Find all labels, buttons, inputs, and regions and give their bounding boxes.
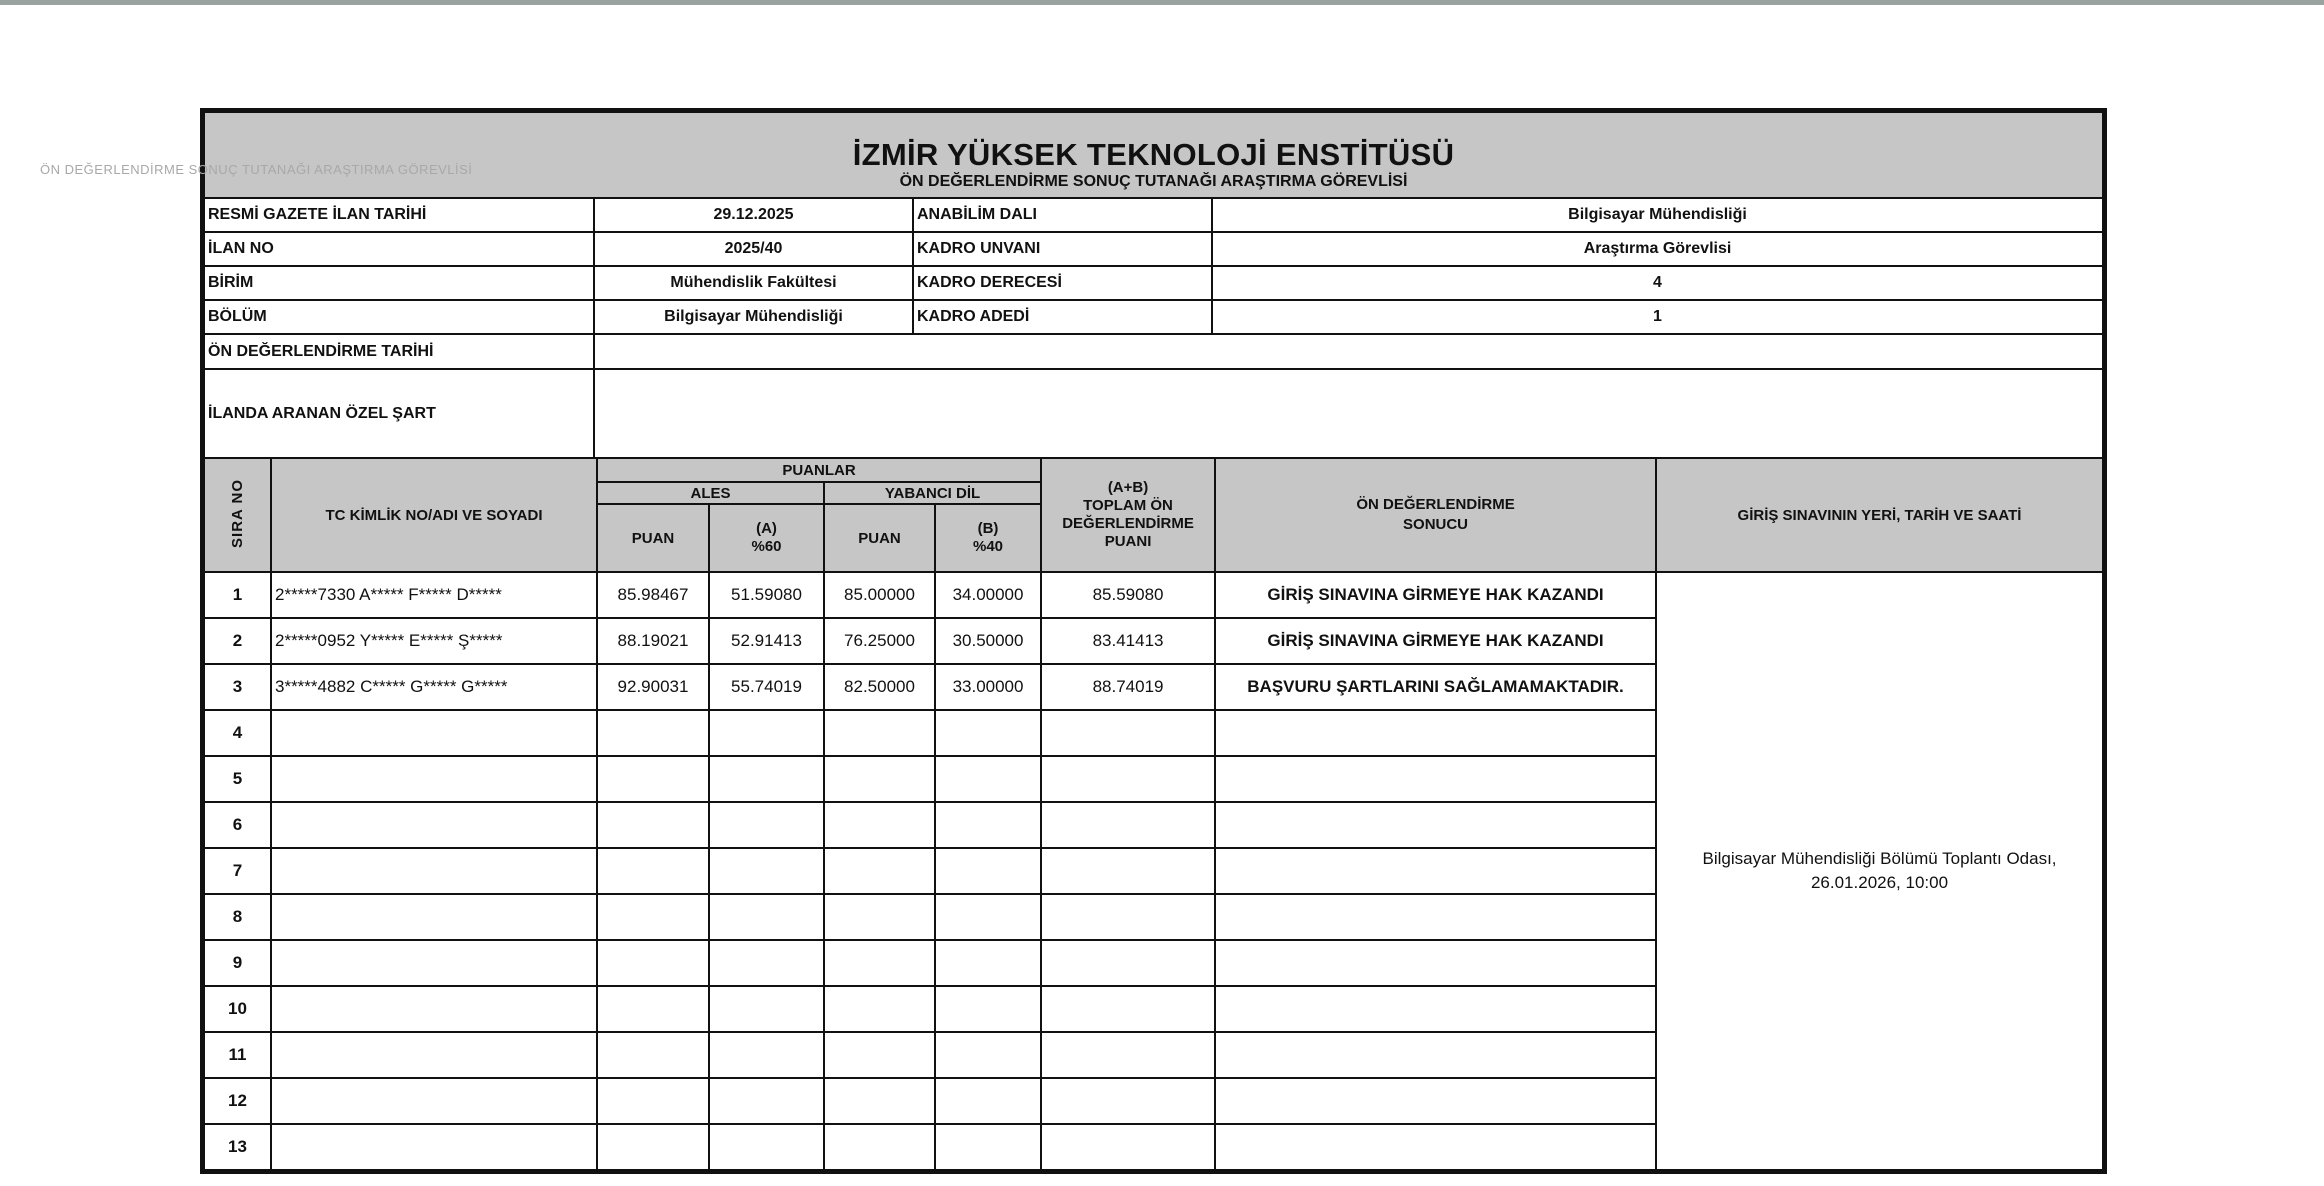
info-value-2: Bilgisayar Mühendisliği	[1212, 198, 2103, 232]
cell-a	[709, 710, 824, 756]
info-label-2: ANABİLİM DALI	[913, 198, 1212, 232]
cell-ales-puan	[597, 894, 709, 940]
info-row	[204, 300, 2103, 334]
col-sira-no: SIRA NO	[204, 458, 271, 572]
info-label: BÖLÜM	[204, 300, 594, 334]
cell-yd-puan	[824, 710, 935, 756]
cell-ales-puan	[597, 710, 709, 756]
cell-b	[935, 986, 1041, 1032]
cell-yd-puan	[824, 1032, 935, 1078]
cell-result	[1215, 1032, 1656, 1078]
cell-total: 88.74019	[1041, 664, 1215, 710]
cell-sira: 13	[204, 1124, 271, 1170]
cell-sira: 8	[204, 894, 271, 940]
cell-total	[1041, 1032, 1215, 1078]
cell-result	[1215, 1124, 1656, 1170]
cell-b	[935, 1124, 1041, 1170]
col-puanlar: PUANLAR	[597, 458, 1041, 482]
cell-a	[709, 894, 824, 940]
cell-name	[271, 848, 597, 894]
cell-b	[935, 710, 1041, 756]
cell-total	[1041, 940, 1215, 986]
info-value: Mühendislik Fakültesi	[594, 266, 913, 300]
cell-sira: 5	[204, 756, 271, 802]
cell-sira: 11	[204, 1032, 271, 1078]
cell-b: 33.00000	[935, 664, 1041, 710]
info-value-2: 4	[1212, 266, 2103, 300]
cell-sira: 12	[204, 1078, 271, 1124]
cell-sira: 10	[204, 986, 271, 1032]
cell-a	[709, 1124, 824, 1170]
info-row	[204, 198, 2103, 232]
col-b-40: (B) %40	[935, 504, 1041, 572]
cell-name	[271, 756, 597, 802]
cell-a	[709, 848, 824, 894]
col-toplam: (A+B) TOPLAM ÖN DEĞERLENDİRME PUANI	[1041, 458, 1215, 572]
cell-yd-puan: 76.25000	[824, 618, 935, 664]
cell-sira: 4	[204, 710, 271, 756]
info-value-2: 1	[1212, 300, 2103, 334]
cell-name	[271, 1032, 597, 1078]
cell-name	[271, 1124, 597, 1170]
info-row	[204, 266, 2103, 300]
info-value-2: Araştırma Görevlisi	[1212, 232, 2103, 266]
cell-total	[1041, 1078, 1215, 1124]
info-label: İLAN NO	[204, 232, 594, 266]
cell-result	[1215, 1078, 1656, 1124]
col-ales: ALES	[597, 482, 824, 504]
cell-total	[1041, 756, 1215, 802]
table-row	[204, 572, 2103, 618]
scan-edge	[0, 0, 2324, 5]
cell-b	[935, 802, 1041, 848]
cell-ales-puan	[597, 802, 709, 848]
cell-ales-puan: 92.90031	[597, 664, 709, 710]
cell-total	[1041, 986, 1215, 1032]
cell-total	[1041, 1124, 1215, 1170]
col-giris-sinavi: GİRİŞ SINAVININ YERİ, TARİH VE SAATİ	[1656, 458, 2103, 572]
cell-result	[1215, 756, 1656, 802]
cell-sira: 9	[204, 940, 271, 986]
cell-b	[935, 756, 1041, 802]
cell-name: 3*****4882 C***** G***** G*****	[271, 664, 597, 710]
cell-sira: 6	[204, 802, 271, 848]
ozel-sart-label: İLANDA ARANAN ÖZEL ŞART	[204, 369, 594, 458]
cell-sira: 7	[204, 848, 271, 894]
info-value: 29.12.2025	[594, 198, 913, 232]
cell-a	[709, 802, 824, 848]
on-degerlendirme-tarihi-label: ÖN DEĞERLENDİRME TARİHİ	[204, 334, 594, 369]
cell-yd-puan	[824, 940, 935, 986]
cell-a	[709, 986, 824, 1032]
info-row	[204, 232, 2103, 266]
cell-name: 2*****7330 A***** F***** D*****	[271, 572, 597, 618]
cell-name	[271, 894, 597, 940]
cell-b	[935, 1032, 1041, 1078]
cell-yd-puan	[824, 894, 935, 940]
cell-giris-sinavi: Bilgisayar Mühendisliği Bölümü Toplantı Odası, 26.01.2026, 10:00	[1656, 572, 2103, 1170]
cell-a	[709, 940, 824, 986]
cell-yd-puan	[824, 1078, 935, 1124]
col-yd-puan: PUAN	[824, 504, 935, 572]
info-label: RESMİ GAZETE İLAN TARİHİ	[204, 198, 594, 232]
ghost-text: ÖN DEĞERLENDİRME SONUÇ TUTANAĞI ARAŞTIRMA GÖREVLİSİ	[40, 162, 473, 177]
cell-name	[271, 1078, 597, 1124]
info-table	[203, 111, 2104, 459]
cell-ales-puan	[597, 986, 709, 1032]
cell-result	[1215, 986, 1656, 1032]
cell-ales-puan	[597, 1124, 709, 1170]
ozel-sart-value	[594, 369, 2103, 458]
cell-yd-puan: 82.50000	[824, 664, 935, 710]
cell-result: GİRİŞ SINAVINA GİRMEYE HAK KAZANDI	[1215, 572, 1656, 618]
cell-result	[1215, 848, 1656, 894]
cell-name	[271, 940, 597, 986]
info-label-2: KADRO ADEDİ	[913, 300, 1212, 334]
cell-a: 55.74019	[709, 664, 824, 710]
cell-ales-puan	[597, 848, 709, 894]
cell-a	[709, 1078, 824, 1124]
cell-sira: 2	[204, 618, 271, 664]
cell-name	[271, 710, 597, 756]
cell-b	[935, 1078, 1041, 1124]
cell-sira: 1	[204, 572, 271, 618]
cell-a: 52.91413	[709, 618, 824, 664]
info-value: Bilgisayar Mühendisliği	[594, 300, 913, 334]
institution-title: İZMİR YÜKSEK TEKNOLOJİ ENSTİTÜSÜ	[852, 137, 1455, 172]
document-form	[200, 108, 2107, 1174]
cell-result: BAŞVURU ŞARTLARINI SAĞLAMAMAKTADIR.	[1215, 664, 1656, 710]
col-tc-kimlik: TC KİMLİK NO/ADI VE SOYADI	[271, 458, 597, 572]
cell-b	[935, 940, 1041, 986]
document-header	[204, 112, 2103, 198]
info-value: 2025/40	[594, 232, 913, 266]
cell-b	[935, 848, 1041, 894]
cell-a	[709, 756, 824, 802]
cell-yd-puan	[824, 848, 935, 894]
cell-total	[1041, 848, 1215, 894]
cell-ales-puan	[597, 1032, 709, 1078]
cell-yd-puan	[824, 986, 935, 1032]
cell-ales-puan	[597, 756, 709, 802]
cell-ales-puan: 85.98467	[597, 572, 709, 618]
results-table	[203, 457, 2104, 1171]
cell-b: 34.00000	[935, 572, 1041, 618]
cell-total: 85.59080	[1041, 572, 1215, 618]
cell-result	[1215, 802, 1656, 848]
on-degerlendirme-tarihi-value	[594, 334, 2103, 369]
cell-result	[1215, 940, 1656, 986]
cell-sira: 3	[204, 664, 271, 710]
cell-yd-puan	[824, 802, 935, 848]
col-yabanci-dil: YABANCI DİL	[824, 482, 1041, 504]
cell-total	[1041, 710, 1215, 756]
cell-result: GİRİŞ SINAVINA GİRMEYE HAK KAZANDI	[1215, 618, 1656, 664]
cell-name: 2*****0952 Y***** E***** Ş*****	[271, 618, 597, 664]
cell-yd-puan	[824, 756, 935, 802]
cell-total	[1041, 802, 1215, 848]
cell-b	[935, 894, 1041, 940]
info-label-2: KADRO DERECESİ	[913, 266, 1212, 300]
document-subtitle: ÖN DEĞERLENDİRME SONUÇ TUTANAĞI ARAŞTIRMA GÖREVLİSİ	[899, 173, 1408, 190]
cell-a: 51.59080	[709, 572, 824, 618]
col-a-60: (A) %60	[709, 504, 824, 572]
cell-b: 30.50000	[935, 618, 1041, 664]
cell-yd-puan: 85.00000	[824, 572, 935, 618]
col-ales-puan: PUAN	[597, 504, 709, 572]
cell-yd-puan	[824, 1124, 935, 1170]
cell-ales-puan	[597, 1078, 709, 1124]
cell-total	[1041, 894, 1215, 940]
cell-name	[271, 802, 597, 848]
cell-ales-puan: 88.19021	[597, 618, 709, 664]
info-label-2: KADRO UNVANI	[913, 232, 1212, 266]
cell-ales-puan	[597, 940, 709, 986]
cell-result	[1215, 894, 1656, 940]
info-label: BİRİM	[204, 266, 594, 300]
cell-a	[709, 1032, 824, 1078]
col-sonuc: ÖN DEĞERLENDİRME SONUCU	[1215, 458, 1656, 572]
cell-total: 83.41413	[1041, 618, 1215, 664]
cell-name	[271, 986, 597, 1032]
cell-result	[1215, 710, 1656, 756]
